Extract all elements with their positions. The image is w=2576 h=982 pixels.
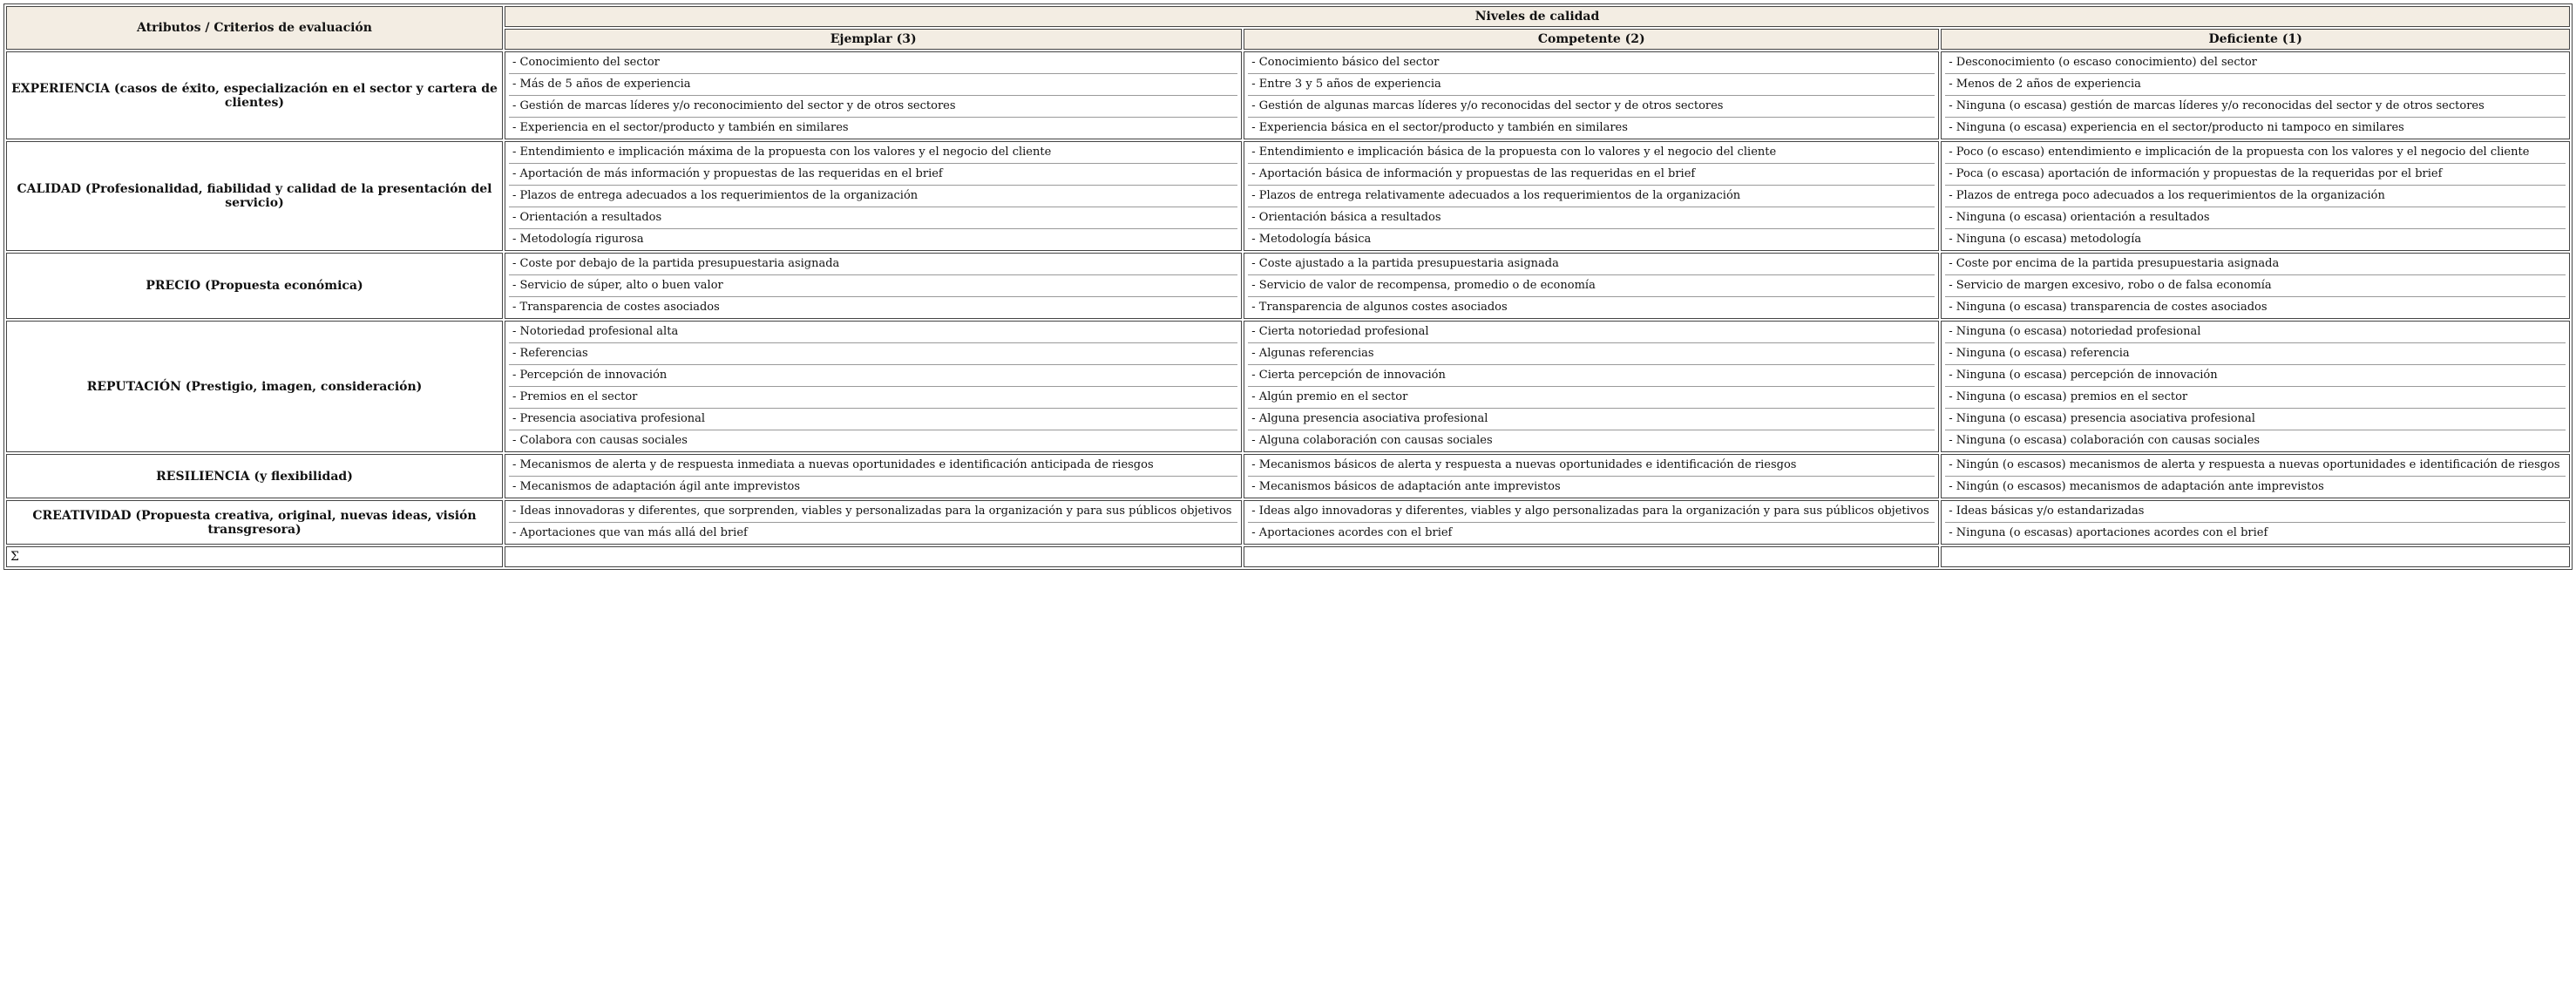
attributes-header: Atributos / Criterios de evaluación — [6, 6, 503, 50]
descriptor-line: - Entre 3 y 5 años de experiencia — [1248, 74, 1935, 96]
level-cell-ejemplar — [505, 51, 1242, 139]
criterion-name: REPUTACIÓN (Prestigio, imagen, consideración) — [6, 321, 503, 452]
descriptor-line: - Servicio de súper, alto o buen valor — [509, 275, 1237, 297]
level-cell-deficiente — [1941, 141, 2570, 251]
descriptor-line: - Percepción de innovación — [509, 365, 1237, 387]
descriptor-line: - Conocimiento del sector — [509, 52, 1237, 74]
level-cell-deficiente — [1941, 321, 2570, 452]
level-cell-competente — [1244, 454, 1939, 498]
level-cell-ejemplar — [505, 321, 1242, 452]
descriptor-line: - Gestión de algunas marcas líderes y/o reconocidas del sector y de otros sectores — [1248, 96, 1935, 118]
descriptor-line: - Ideas básicas y/o estandarizadas — [1945, 501, 2566, 523]
descriptor-line: - Ideas innovadoras y diferentes, que sorprenden, viables y personalizadas para la organización y para sus públicos objetivos — [509, 501, 1237, 523]
quality-levels-header: Niveles de calidad — [505, 6, 2570, 27]
criterion-name: EXPERIENCIA (casos de éxito, especialización en el sector y cartera de clientes) — [6, 51, 503, 139]
descriptor-line: - Ninguna (o escasa) transparencia de costes asociados — [1949, 301, 2268, 314]
descriptor-line: - Coste por debajo de la partida presupuestaria asignada — [509, 254, 1237, 275]
level-cell-competente — [1244, 321, 1939, 452]
descriptor-line: - Coste ajustado a la partida presupuestaria asignada — [1248, 254, 1935, 275]
descriptor-line: - Ninguna (o escasa) percepción de innovación — [1945, 365, 2566, 387]
descriptor-line: - Ninguna (o escasa) orientación a resultados — [1945, 207, 2566, 229]
descriptor-line: - Experiencia en el sector/producto y también en similares — [512, 121, 849, 134]
descriptor-line: - Ninguna (o escasa) metodología — [1949, 233, 2142, 246]
criterion-row — [6, 321, 2570, 452]
descriptor-line: - Servicio de margen excesivo, robo o de falsa economía — [1945, 275, 2566, 297]
evaluation-rubric-table — [3, 3, 2573, 570]
descriptor-line: - Desconocimiento (o escaso conocimiento) del sector — [1945, 52, 2566, 74]
descriptor-line: - Ninguna (o escasa) premios en el sector — [1945, 387, 2566, 409]
descriptor-line: - Mecanismos básicos de adaptación ante imprevistos — [1251, 480, 1561, 493]
descriptor-line: - Ninguna (o escasa) experiencia en el sector/producto ni tampoco en similares — [1949, 121, 2404, 134]
descriptor-line: - Ningún (o escasos) mecanismos de adaptación ante imprevistos — [1949, 480, 2324, 493]
descriptor-line: - Mecanismos de alerta y de respuesta inmediata a nuevas oportunidades e identificación anticipada de riesgos — [509, 455, 1237, 477]
criterion-row — [6, 454, 2570, 498]
descriptor-line: - Plazos de entrega relativamente adecuados a los requerimientos de la organización — [1248, 186, 1935, 207]
descriptor-line: - Notoriedad profesional alta — [509, 322, 1237, 343]
descriptor-line: - Ideas algo innovadoras y diferentes, viables y algo personalizadas para la organización y para sus públicos objetivos — [1248, 501, 1935, 523]
level-header-ejemplar: Ejemplar (3) — [505, 29, 1242, 50]
descriptor-line: - Algún premio en el sector — [1248, 387, 1935, 409]
descriptor-line: - Presencia asociativa profesional — [509, 409, 1237, 430]
level-cell-competente — [1244, 141, 1939, 251]
criterion-name: RESILIENCIA (y flexibilidad) — [6, 454, 503, 498]
descriptor-line: - Metodología básica — [1251, 233, 1372, 246]
descriptor-line: - Metodología rigurosa — [512, 233, 644, 246]
descriptor-line: - Experiencia básica en el sector/producto y también en similares — [1251, 121, 1628, 134]
descriptor-line: - Conocimiento básico del sector — [1248, 52, 1935, 74]
level-cell-deficiente — [1941, 454, 2570, 498]
descriptor-line: - Alguna colaboración con causas sociales — [1251, 434, 1493, 447]
descriptor-line: - Mecanismos de adaptación ágil ante imprevistos — [512, 480, 801, 493]
level-cell-competente — [1244, 500, 1939, 545]
level-header-competente: Competente (2) — [1244, 29, 1939, 50]
descriptor-line: - Transparencia de costes asociados — [512, 301, 720, 314]
descriptor-line: - Mecanismos básicos de alerta y respuesta a nuevas oportunidades e identificación de riesgos — [1248, 455, 1935, 477]
descriptor-line: - Ningún (o escasos) mecanismos de alerta y respuesta a nuevas oportunidades e identificación de riesgos — [1945, 455, 2566, 477]
descriptor-line: - Ninguna (o escasas) aportaciones acordes con el brief — [1949, 526, 2268, 539]
descriptor-line: - Aportación básica de información y propuestas de las requeridas en el brief — [1248, 164, 1935, 186]
descriptor-line: - Algunas referencias — [1248, 343, 1935, 365]
sum-cell-competente — [1244, 546, 1939, 567]
level-cell-deficiente — [1941, 51, 2570, 139]
descriptor-line: - Ninguna (o escasa) presencia asociativa profesional — [1945, 409, 2566, 430]
criterion-name: PRECIO (Propuesta económica) — [6, 253, 503, 319]
level-header-deficiente: Deficiente (1) — [1941, 29, 2570, 50]
descriptor-line: - Alguna presencia asociativa profesional — [1248, 409, 1935, 430]
descriptor-line: - Aportaciones que van más allá del brief — [512, 526, 748, 539]
descriptor-line: - Ninguna (o escasa) referencia — [1945, 343, 2566, 365]
descriptor-line: - Entendimiento e implicación básica de la propuesta con lo valores y el negocio del cliente — [1248, 142, 1935, 164]
descriptor-line: - Premios en el sector — [509, 387, 1237, 409]
level-cell-deficiente — [1941, 253, 2570, 319]
descriptor-line: - Ninguna (o escasa) colaboración con causas sociales — [1949, 434, 2261, 447]
sum-label: Σ — [6, 546, 503, 567]
descriptor-line: - Ninguna (o escasa) notoriedad profesional — [1945, 322, 2566, 343]
header-row-top — [6, 6, 2570, 27]
level-cell-competente — [1244, 51, 1939, 139]
level-cell-ejemplar — [505, 141, 1242, 251]
descriptor-line: - Ninguna (o escasa) gestión de marcas líderes y/o reconocidas del sector y de otros sectores — [1945, 96, 2566, 118]
level-cell-deficiente — [1941, 500, 2570, 545]
descriptor-line: - Servicio de valor de recompensa, promedio o de economía — [1248, 275, 1935, 297]
descriptor-line: - Poco (o escaso) entendimiento e implicación de la propuesta con los valores y el negocio del cliente — [1945, 142, 2566, 164]
sum-cell-ejemplar — [505, 546, 1242, 567]
level-cell-competente — [1244, 253, 1939, 319]
descriptor-line: - Colabora con causas sociales — [512, 434, 688, 447]
descriptor-line: - Más de 5 años de experiencia — [509, 74, 1237, 96]
criterion-row — [6, 141, 2570, 251]
descriptor-line: - Orientación a resultados — [509, 207, 1237, 229]
descriptor-line: - Orientación básica a resultados — [1248, 207, 1935, 229]
descriptor-line: - Referencias — [509, 343, 1237, 365]
descriptor-line: - Gestión de marcas líderes y/o reconocimiento del sector y de otros sectores — [509, 96, 1237, 118]
level-cell-ejemplar — [505, 253, 1242, 319]
descriptor-line: - Cierta notoriedad profesional — [1248, 322, 1935, 343]
sum-cell-deficiente — [1941, 546, 2570, 567]
level-cell-ejemplar — [505, 454, 1242, 498]
descriptor-line: - Entendimiento e implicación máxima de la propuesta con los valores y el negocio del cliente — [509, 142, 1237, 164]
descriptor-line: - Menos de 2 años de experiencia — [1945, 74, 2566, 96]
level-cell-ejemplar — [505, 500, 1242, 545]
descriptor-line: - Aportaciones acordes con el brief — [1251, 526, 1453, 539]
descriptor-line: - Plazos de entrega poco adecuados a los requerimientos de la organización — [1945, 186, 2566, 207]
criterion-name: CREATIVIDAD (Propuesta creativa, original, nuevas ideas, visión transgresora) — [6, 500, 503, 545]
descriptor-line: - Plazos de entrega adecuados a los requerimientos de la organización — [509, 186, 1237, 207]
criterion-row — [6, 51, 2570, 139]
descriptor-line: - Poca (o escasa) aportación de información y propuestas de la requeridas por el brief — [1945, 164, 2566, 186]
descriptor-line: - Aportación de más información y propuestas de las requeridas en el brief — [509, 164, 1237, 186]
sum-row — [6, 546, 2570, 567]
criterion-row — [6, 500, 2570, 545]
rubric-body — [6, 51, 2570, 567]
criterion-row — [6, 253, 2570, 319]
criterion-name: CALIDAD (Profesionalidad, fiabilidad y calidad de la presentación del servicio) — [6, 141, 503, 251]
descriptor-line: - Cierta percepción de innovación — [1248, 365, 1935, 387]
descriptor-line: - Coste por encima de la partida presupuestaria asignada — [1945, 254, 2566, 275]
descriptor-line: - Transparencia de algunos costes asociados — [1251, 301, 1508, 314]
